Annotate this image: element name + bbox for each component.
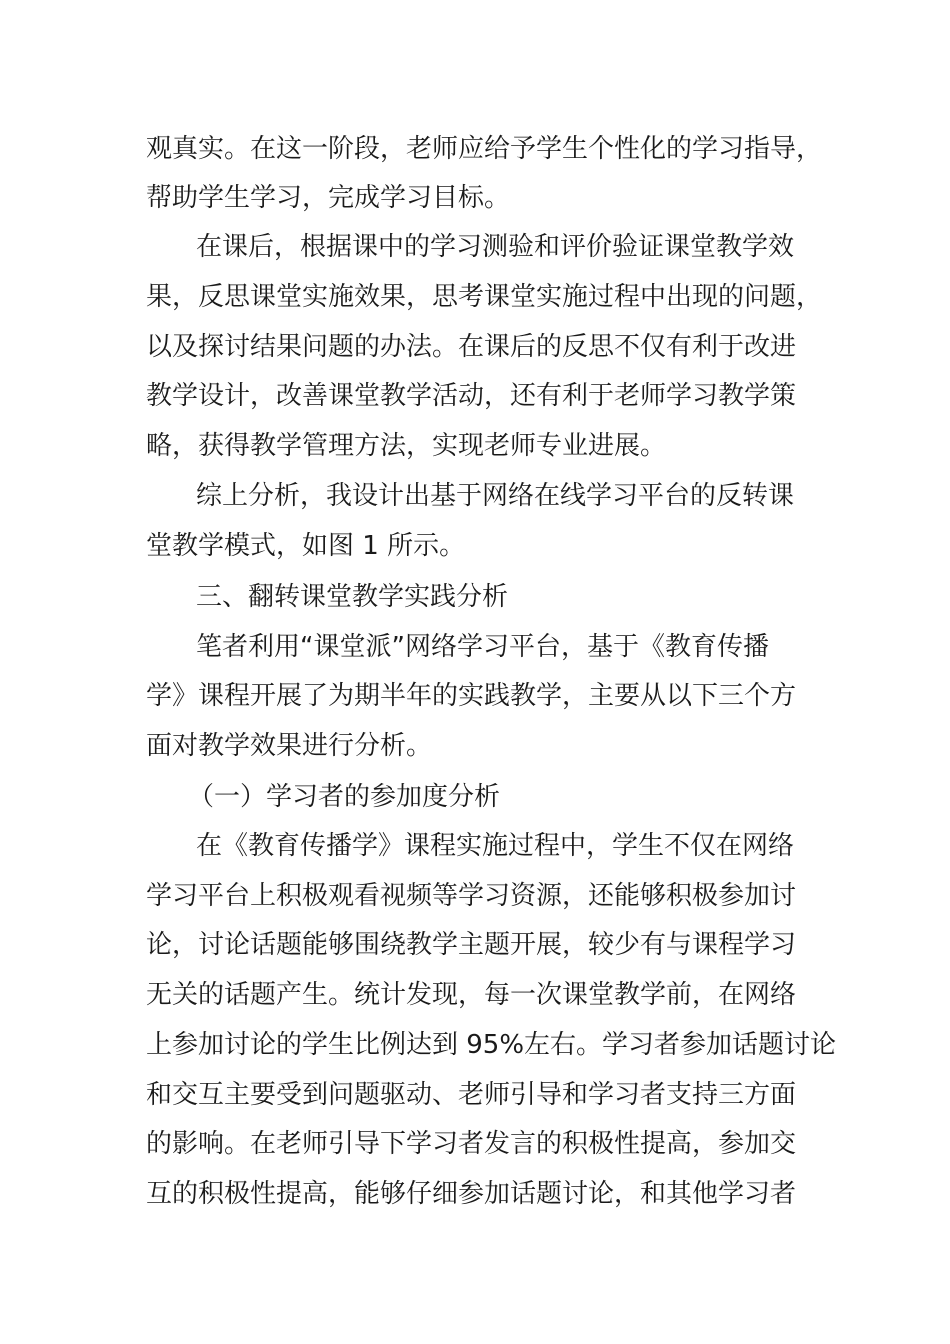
paragraph-start-line: 在《教育传播学》课程实施过程中，学生不仅在网络	[196, 831, 795, 861]
text-line: 堂教学模式，如图 1 所示。	[146, 531, 466, 561]
text-line: 教学设计，改善课堂教学活动，还有利于老师学习教学策	[146, 381, 797, 411]
text-line: 略，获得教学管理方法，实现老师专业进展。	[146, 431, 667, 461]
text-line: 上参加讨论的学生比例达到 95%左右。学习者参加话题讨论	[146, 1030, 837, 1060]
text-line: 面对教学效果进行分析。	[146, 731, 433, 761]
text-line: 学》课程开展了为期半年的实践教学，主要从以下三个方	[146, 681, 797, 711]
text-line: 和交互主要受到问题驱动、老师引导和学习者支持三方面	[146, 1080, 797, 1110]
paragraph-start-line: 笔者利用“课堂派”网络学习平台，基于《教育传播	[196, 632, 769, 662]
text-line: 论，讨论话题能够围绕教学主题开展，较少有与课程学习	[146, 930, 797, 960]
text-line: 的影响。在老师引导下学习者发言的积极性提高，参加交	[146, 1129, 797, 1159]
text-line: 观真实。在这一阶段，老师应给予学生个性化的学习指导，	[146, 134, 823, 164]
subsection-heading: （一）学习者的参加度分析	[188, 782, 501, 812]
text-line: 帮助学生学习，完成学习目标。	[146, 183, 511, 213]
section-heading: 三、翻转课堂教学实践分析	[196, 582, 509, 612]
paragraph-start-line: 综上分析，我设计出基于网络在线学习平台的反转课	[196, 481, 795, 511]
text-line: 无关的话题产生。统计发现，每一次课堂教学前，在网络	[146, 980, 797, 1010]
text-line: 学习平台上积极观看视频等学习资源，还能够积极参加讨	[146, 881, 797, 911]
text-line: 互的积极性提高，能够仔细参加话题讨论，和其他学习者	[146, 1179, 797, 1209]
text-line: 果，反思课堂实施效果，思考课堂实施过程中出现的问题，	[146, 282, 823, 312]
text-line: 以及探讨结果问题的办法。在课后的反思不仅有利于改进	[146, 332, 797, 362]
paragraph-start-line: 在课后，根据课中的学习测验和评价验证课堂教学效	[196, 232, 795, 262]
